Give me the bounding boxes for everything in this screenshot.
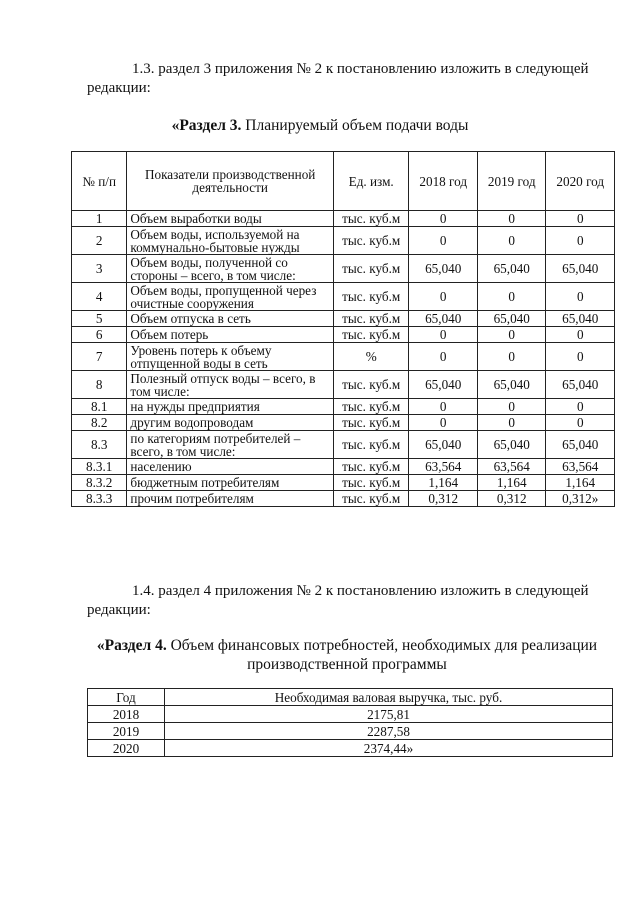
- row-value-2020: 0: [546, 211, 615, 227]
- row-indicator: другим водопроводам: [127, 415, 334, 431]
- row-value-2019: 0: [477, 327, 546, 343]
- row-value-2019: 65,040: [477, 431, 546, 459]
- table-row: [72, 211, 615, 227]
- table-row: [72, 327, 615, 343]
- section-4-title: [92, 636, 602, 674]
- row-unit: тыс. куб.м: [333, 255, 409, 283]
- row-num: 8.3: [72, 431, 127, 459]
- row-indicator: Уровень потерь к объему отпущенной воды в сеть: [127, 343, 334, 371]
- header-num: № п/п: [72, 152, 127, 211]
- header-2019: 2019 год: [477, 152, 546, 211]
- row-value-2020: 65,040: [546, 431, 615, 459]
- row-value-2019: 1,164: [477, 475, 546, 491]
- section-3-title: [0, 117, 640, 135]
- row-unit: тыс. куб.м: [333, 327, 409, 343]
- row-value-2020: 0: [546, 283, 615, 311]
- row-value-2018: 0: [409, 227, 478, 255]
- row-num: 4: [72, 283, 127, 311]
- row-unit: тыс. куб.м: [333, 227, 409, 255]
- row-year: 2020: [88, 740, 165, 757]
- table-row: [72, 431, 615, 459]
- table-row: [72, 415, 615, 431]
- row-num: 3: [72, 255, 127, 283]
- row-unit: тыс. куб.м: [333, 399, 409, 415]
- header-year: Год: [88, 689, 165, 706]
- header-indicator: Показатели производственной деятельности: [127, 152, 334, 211]
- header-revenue: Необходимая валовая выручка, тыс. руб.: [165, 689, 613, 706]
- table-row: [72, 255, 615, 283]
- row-num: 8.3.3: [72, 491, 127, 507]
- header-2018: 2018 год: [409, 152, 478, 211]
- row-year: 2019: [88, 723, 165, 740]
- row-value-2018: 65,040: [409, 255, 478, 283]
- row-value-2018: 63,564: [409, 459, 478, 475]
- row-value-2020: 65,040: [546, 371, 615, 399]
- table-row: [72, 475, 615, 491]
- row-num: 8.1: [72, 399, 127, 415]
- row-value-2019: 0: [477, 343, 546, 371]
- row-unit: тыс. куб.м: [333, 431, 409, 459]
- row-indicator: Полезный отпуск воды – всего, в том числе:: [127, 371, 334, 399]
- row-value-2018: 0: [409, 343, 478, 371]
- table-row: [72, 343, 615, 371]
- row-value-2020: 63,564: [546, 459, 615, 475]
- row-value-2019: 0: [477, 415, 546, 431]
- row-year: 2018: [88, 706, 165, 723]
- row-revenue: 2175,81: [165, 706, 613, 723]
- table-row: [72, 459, 615, 475]
- row-num: 7: [72, 343, 127, 371]
- section-4-title-text: Объем финансовых потребностей, необходимых для реализации производственной программы: [166, 637, 598, 673]
- financial-needs-table: [87, 688, 613, 757]
- row-value-2018: 0: [409, 283, 478, 311]
- section-3-title-bold: «Раздел 3.: [171, 117, 242, 134]
- table-row: [88, 706, 613, 723]
- row-indicator: Объем потерь: [127, 327, 334, 343]
- row-value-2019: 0: [477, 211, 546, 227]
- row-num: 8: [72, 371, 127, 399]
- row-indicator: на нужды предприятия: [127, 399, 334, 415]
- table-row: [72, 311, 615, 327]
- row-value-2020: 0: [546, 227, 615, 255]
- table-row: [72, 399, 615, 415]
- row-unit: тыс. куб.м: [333, 211, 409, 227]
- row-value-2018: 65,040: [409, 371, 478, 399]
- row-indicator: населению: [127, 459, 334, 475]
- row-value-2020: 65,040: [546, 255, 615, 283]
- row-value-2018: 65,040: [409, 431, 478, 459]
- row-value-2018: 0: [409, 327, 478, 343]
- row-value-2020: 0: [546, 327, 615, 343]
- row-value-2019: 65,040: [477, 311, 546, 327]
- row-value-2018: 0,312: [409, 491, 478, 507]
- row-unit: тыс. куб.м: [333, 311, 409, 327]
- row-value-2018: 65,040: [409, 311, 478, 327]
- row-value-2020: 0: [546, 415, 615, 431]
- row-unit: тыс. куб.м: [333, 491, 409, 507]
- section-3-title-text: Планируемый объем подачи воды: [241, 117, 469, 134]
- row-unit: тыс. куб.м: [333, 371, 409, 399]
- row-unit: тыс. куб.м: [333, 283, 409, 311]
- water-supply-table: [71, 151, 615, 507]
- row-value-2019: 0: [477, 227, 546, 255]
- row-value-2019: 0: [477, 399, 546, 415]
- row-indicator: Объем отпуска в сеть: [127, 311, 334, 327]
- header-unit: Ед. изм.: [333, 152, 409, 211]
- row-num: 5: [72, 311, 127, 327]
- table-header-row: [72, 152, 615, 211]
- table-row: [72, 227, 615, 255]
- paragraph-1-4: 1.4. раздел 4 приложения № 2 к постановлению изложить в следующей редакции:: [87, 583, 589, 618]
- row-indicator: Объем выработки воды: [127, 211, 334, 227]
- row-value-2019: 0: [477, 283, 546, 311]
- row-num: 1: [72, 211, 127, 227]
- row-revenue: 2287,58: [165, 723, 613, 740]
- row-indicator: бюджетным потребителям: [127, 475, 334, 491]
- header-2020: 2020 год: [546, 152, 615, 211]
- paragraph-1-3: 1.3. раздел 3 приложения № 2 к постановлению изложить в следующей редакции:: [87, 61, 589, 96]
- row-value-2019: 0,312: [477, 491, 546, 507]
- row-value-2018: 0: [409, 211, 478, 227]
- row-value-2020: 0,312»: [546, 491, 615, 507]
- table-row: [72, 371, 615, 399]
- row-num: 8.3.1: [72, 459, 127, 475]
- row-indicator: Объем воды, полученной со стороны – всего, в том числе:: [127, 255, 334, 283]
- row-value-2020: 65,040: [546, 311, 615, 327]
- row-num: 8.2: [72, 415, 127, 431]
- row-unit: %: [333, 343, 409, 371]
- row-value-2018: 0: [409, 399, 478, 415]
- table-header-row: [88, 689, 613, 706]
- row-value-2019: 65,040: [477, 371, 546, 399]
- row-indicator: по категориям потребителей – всего, в том числе:: [127, 431, 334, 459]
- row-value-2018: 1,164: [409, 475, 478, 491]
- row-num: 2: [72, 227, 127, 255]
- row-num: 6: [72, 327, 127, 343]
- row-value-2019: 63,564: [477, 459, 546, 475]
- row-indicator: прочим потребителям: [127, 491, 334, 507]
- row-num: 8.3.2: [72, 475, 127, 491]
- row-indicator: Объем воды, используемой на коммунально-бытовые нужды: [127, 227, 334, 255]
- row-unit: тыс. куб.м: [333, 415, 409, 431]
- row-value-2020: 0: [546, 399, 615, 415]
- row-unit: тыс. куб.м: [333, 459, 409, 475]
- table-row: [72, 283, 615, 311]
- row-value-2018: 0: [409, 415, 478, 431]
- row-value-2019: 65,040: [477, 255, 546, 283]
- row-value-2020: 0: [546, 343, 615, 371]
- table-row: [88, 723, 613, 740]
- row-unit: тыс. куб.м: [333, 475, 409, 491]
- table-row: [88, 740, 613, 757]
- row-value-2020: 1,164: [546, 475, 615, 491]
- table-row: [72, 491, 615, 507]
- row-indicator: Объем воды, пропущенной через очистные сооружения: [127, 283, 334, 311]
- section-4-title-bold: «Раздел 4.: [96, 637, 167, 654]
- row-revenue: 2374,44»: [165, 740, 613, 757]
